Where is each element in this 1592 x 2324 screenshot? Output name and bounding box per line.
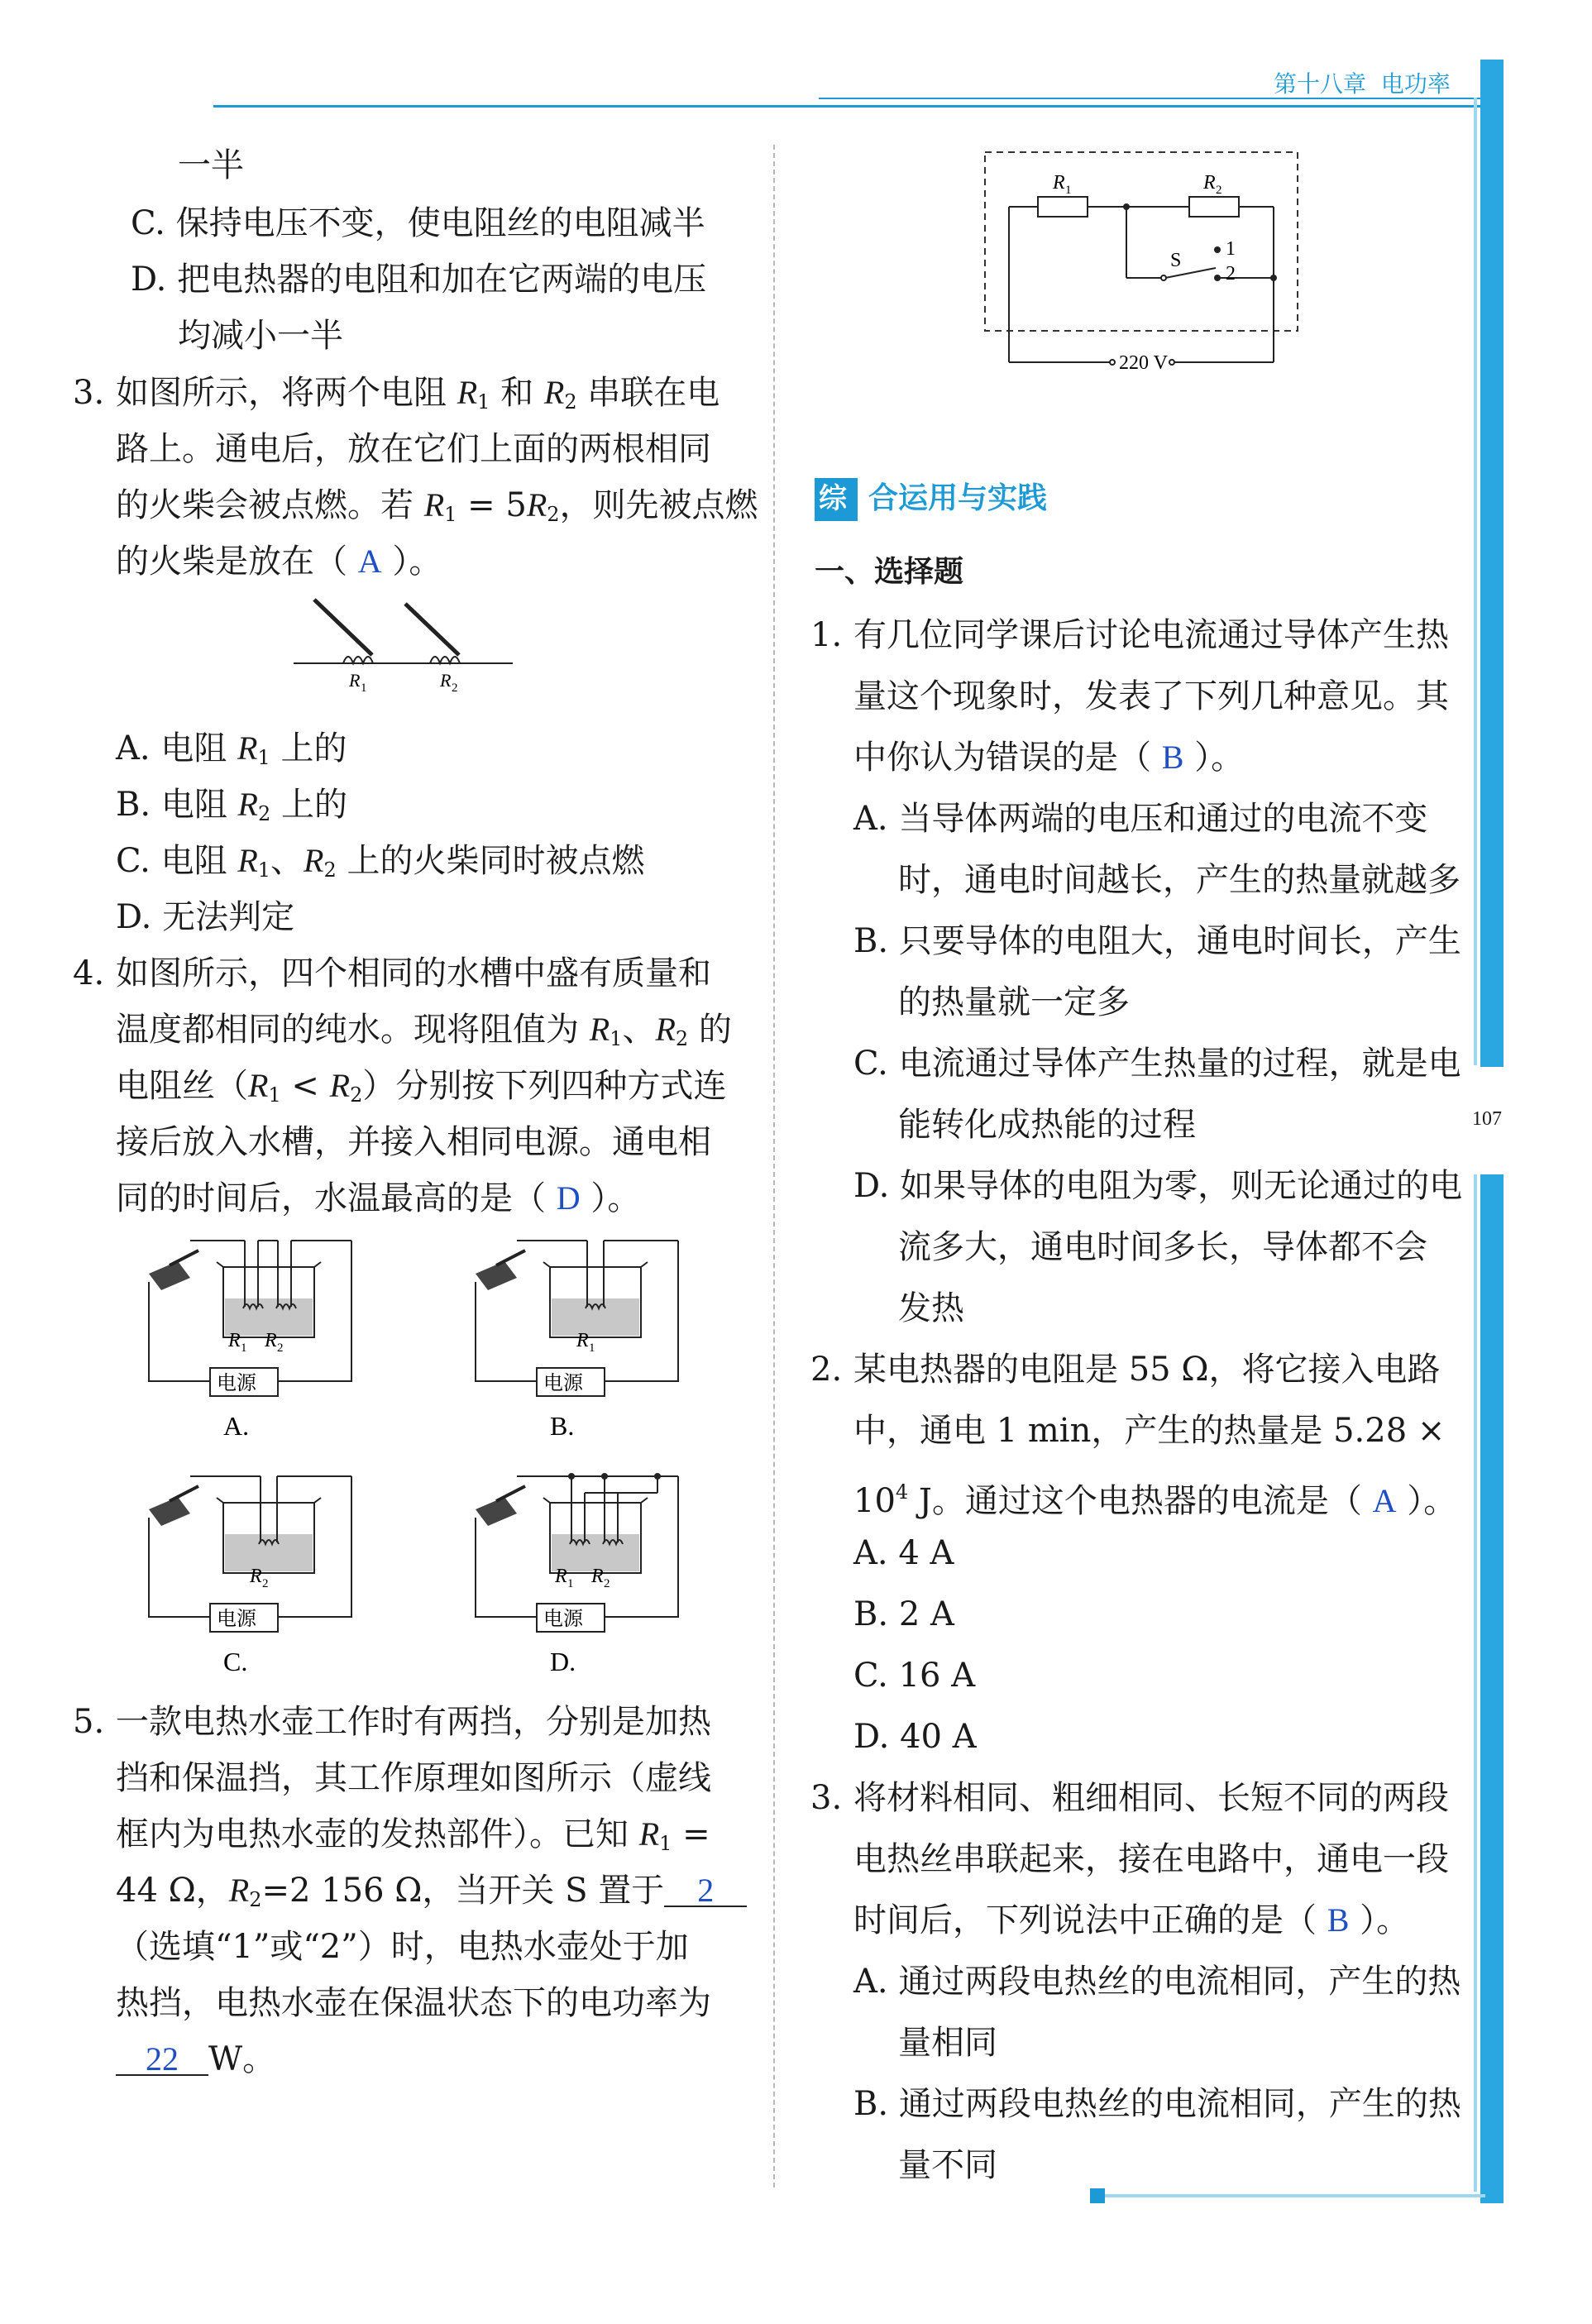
q5-line4: 44 Ω，$R_2=2$ 156 Ω，当开关 S 置于 2 — [116, 1874, 747, 1916]
rq1-line1: 有几位同学课后讨论电流通过导体产生热 — [853, 616, 1449, 654]
page-number: 107 — [1472, 1108, 1502, 1130]
svg-text:2: 2 — [262, 1577, 269, 1590]
rq3-option-a2: 量相同 — [898, 2024, 997, 2062]
q3-answer: A — [357, 543, 382, 580]
rq2-option-b: B. 2 A — [853, 1595, 954, 1633]
q3-line2: 路上。通电后，放在它们上面的两根相同 — [116, 430, 711, 468]
section-title: 合运用与实践 — [868, 481, 1048, 515]
rq1-option-b1: B. 只要导体的电阻大，通电时间长，产生 — [853, 922, 1461, 960]
rq3-number: 3. — [810, 1779, 843, 1817]
svg-text:1: 1 — [589, 1341, 595, 1355]
chapter-title: 电功率 — [1380, 70, 1451, 98]
q5-line5: （选填“1”或“2”）时，电热水壶处于加 — [116, 1928, 689, 1966]
svg-text:220 V: 220 V — [1119, 352, 1168, 374]
rq1-number: 1. — [810, 616, 843, 654]
prev-option-c: C. 保持电压不变，使电阻丝的电阻减半 — [131, 204, 705, 242]
svg-text:1: 1 — [1226, 238, 1236, 260]
rq1-option-d2: 流多大，通电时间多长，导体都不会 — [898, 1228, 1427, 1266]
bottom-rule — [1105, 2194, 1485, 2197]
rq2-answer: A — [1372, 1482, 1397, 1519]
svg-text:R: R — [440, 670, 452, 691]
side-bar-inner-lower — [1474, 1174, 1477, 2192]
rq3-line2: 电热丝串联起来，接在电路中，通电一段 — [853, 1840, 1449, 1878]
rq3-option-b2: 量不同 — [898, 2146, 997, 2184]
q5-line2: 挡和保温挡，其工作原理如图所示（虚线 — [116, 1759, 711, 1797]
q4-line2: 温度都相同的纯水。现将阻值为 $R_1$、$R_2$ 的 — [116, 1011, 732, 1050]
svg-text:R: R — [591, 1566, 604, 1587]
q5-line1: 一款电热水壶工作时有两挡，分别是加热 — [116, 1703, 711, 1741]
q4-number: 4. — [73, 954, 105, 992]
q3-line3: 的火柴会被点燃。若 $R_1 = 5R_2$，则先被点燃 — [116, 486, 758, 526]
rq1-option-a2: 时，通电时间越长，产生的热量就越多 — [898, 861, 1461, 899]
q4-line4: 接后放入水槽，并接入相同电源。通电相 — [116, 1123, 711, 1161]
q3-option-c: C. 电阻 $R_1$、$R_2$ 上的火柴同时被点燃 — [116, 842, 645, 882]
chapter-number: 第十八章 — [1274, 70, 1367, 98]
rq3-answer: B — [1327, 1901, 1350, 1939]
rq1-option-d3: 发热 — [898, 1289, 964, 1327]
q3-line1: 如图所示，将两个电阻 $R_1$ 和 $R_2$ 串联在电 — [116, 374, 720, 414]
q4-figure-c — [141, 1468, 364, 1683]
q4-line5: 同的时间后，水温最高的是（ D ）。 — [116, 1179, 641, 1217]
svg-text:2: 2 — [277, 1341, 284, 1355]
svg-text:1: 1 — [1065, 184, 1072, 197]
rq1-answer: B — [1161, 739, 1184, 776]
column-divider — [773, 145, 775, 2188]
svg-text:电源: 电源 — [543, 1607, 583, 1630]
prev-option-d-line2: 均减小一半 — [178, 317, 343, 355]
q3-option-a: A. 电阻 $R_1$ 上的 — [116, 729, 347, 769]
q5-answer-2: 22 — [116, 2044, 208, 2076]
svg-text:A.: A. — [223, 1411, 250, 1441]
rq2-number: 2. — [810, 1351, 843, 1389]
q3-option-d: D. 无法判定 — [116, 898, 295, 936]
q3-number: 3. — [73, 374, 105, 412]
prev-option-b-continuation: 一半 — [178, 146, 244, 184]
q4-line3: 电阻丝$(R_1 < R_2)$分别按下列四种方式连 — [116, 1067, 727, 1107]
rq2-line2: 中，通电 1 min，产生的热量是 5.28 × — [853, 1412, 1446, 1450]
q5-line7: 22 W。 — [116, 2043, 275, 2076]
q5-line6: 热挡，电热水壶在保温状态下的电功率为 — [116, 1984, 711, 2022]
chapter-label — [1274, 66, 1451, 99]
svg-text:电源: 电源 — [217, 1607, 256, 1630]
svg-text:2: 2 — [452, 681, 458, 695]
svg-text:R: R — [349, 670, 361, 691]
q5-line3: 框内为电热水壶的发热部件）。已知 $R_1$ = — [116, 1815, 710, 1855]
svg-text:1: 1 — [361, 681, 367, 695]
svg-text:R: R — [1203, 172, 1216, 194]
rq1-line2: 量这个现象时，发表了下列几种意见。其 — [853, 677, 1449, 715]
svg-text:R: R — [250, 1566, 262, 1587]
svg-text:R: R — [1053, 172, 1065, 194]
rq1-option-b2: 的热量就一定多 — [898, 983, 1130, 1021]
q3-figure-matches — [281, 595, 529, 699]
q4-figure-a — [141, 1232, 364, 1447]
rq3-option-a1: A. 通过两段电热丝的电流相同，产生的热 — [853, 1963, 1461, 2001]
rq1-option-d1: D. 如果导体的电阻为零，则无论通过的电 — [853, 1167, 1463, 1205]
q4-answer: D — [556, 1179, 581, 1217]
q5-circuit-diagram — [980, 147, 1303, 377]
rq3-line3: 时间后，下列说法中正确的是（ B ）。 — [853, 1901, 1410, 1939]
rq1-option-a1: A. 当导体两端的电压和通过的电流不变 — [853, 800, 1428, 838]
rq2-line3: $10^4$ J。通过这个电热器的电流是（ A ）。 — [853, 1480, 1457, 1520]
svg-text:R: R — [265, 1330, 277, 1351]
q4-figure-d — [467, 1468, 691, 1683]
svg-text:2: 2 — [1226, 263, 1236, 285]
rq1-option-c2: 能转化成热能的过程 — [898, 1106, 1196, 1144]
side-bar-inner — [1474, 98, 1477, 1065]
svg-text:R: R — [228, 1330, 241, 1351]
header-rule — [213, 105, 1480, 108]
svg-text:1: 1 — [241, 1341, 247, 1355]
q3-option-b: B. 电阻 $R_2$ 上的 — [116, 786, 347, 825]
svg-text:2: 2 — [1216, 184, 1222, 197]
q4-figure-b — [467, 1232, 691, 1447]
svg-text:B.: B. — [550, 1411, 575, 1441]
svg-text:电源: 电源 — [217, 1371, 256, 1394]
svg-text:C.: C. — [223, 1647, 248, 1676]
q5-answer-1: 2 — [664, 1876, 747, 1907]
prev-option-d-line1: D. 把电热器的电阻和加在它两端的电压 — [131, 261, 707, 299]
section-icon-char: 综 — [819, 482, 847, 515]
q5-number: 5. — [73, 1703, 105, 1741]
svg-text:电源: 电源 — [543, 1371, 583, 1394]
q4-line1: 如图所示，四个相同的水槽中盛有质量和 — [116, 954, 711, 992]
svg-text:2: 2 — [604, 1577, 610, 1590]
svg-text:S: S — [1170, 250, 1182, 271]
rq2-option-c: C. 16 A — [853, 1657, 976, 1695]
bottom-square — [1090, 2188, 1105, 2203]
svg-text:R: R — [576, 1330, 589, 1351]
rq2-line1: 某电热器的电阻是 55 Ω，将它接入电路 — [853, 1351, 1441, 1389]
rq3-line1: 将材料相同、粗细相同、长短不同的两段 — [853, 1779, 1449, 1817]
rq1-option-c1: C. 电流通过导体产生热量的过程，就是电 — [853, 1045, 1461, 1083]
q3-line4: 的火柴是放在（ A ）。 — [116, 543, 442, 581]
part-title: 一、选择题 — [815, 555, 964, 589]
rq2-option-a: A. 4 A — [853, 1534, 954, 1572]
rq1-line3: 中你认为错误的是（ B ）。 — [853, 739, 1245, 777]
svg-text:1: 1 — [567, 1577, 574, 1590]
rq2-option-d: D. 40 A — [853, 1718, 977, 1756]
svg-text:R: R — [555, 1566, 567, 1587]
svg-text:D.: D. — [550, 1647, 576, 1676]
rq3-option-b1: B. 通过两段电热丝的电流相同，产生的热 — [853, 2085, 1461, 2123]
